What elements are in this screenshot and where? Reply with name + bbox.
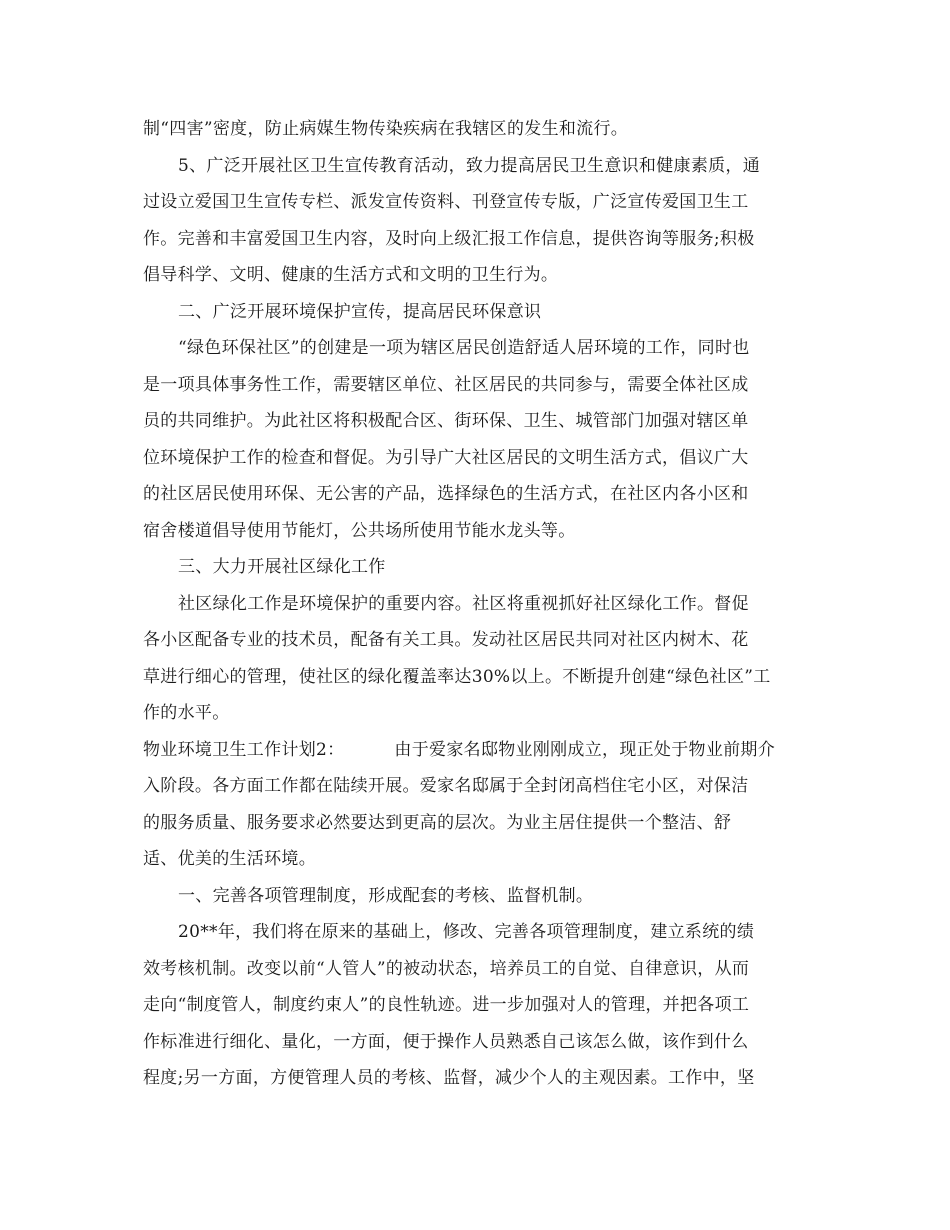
paragraph-line: 制“四害”密度，防止病媒生物传染疾病在我辖区的发生和流行。: [143, 119, 629, 139]
paragraph-line: 程度;另一方面，方便管理人员的考核、监督，减少个人的主观因素。工作中，坚: [143, 1068, 755, 1088]
section-heading: 一、完善各项管理制度，形成配套的考核、监督机制。: [178, 886, 594, 906]
paragraph-line: 各小区配备专业的技术员，配备有关工具。发动社区居民共同对社区内树木、花: [143, 630, 749, 650]
paragraph-line: 的社区居民使用环保、无公害的产品，选择绿色的生活方式，在社区内各小区和: [143, 484, 749, 504]
paragraph-line: 是一项具体事务性工作，需要辖区单位、社区居民的共同参与，需要全体社区成: [143, 375, 749, 395]
paragraph-line: 作标准进行细化、量化，一方面，便于操作人员熟悉自己该怎么做，该作到什么: [143, 1032, 749, 1052]
paragraph-line: 5、广泛开展社区卫生宣传教育活动，致力提高居民卫生意识和健康素质，通: [178, 156, 761, 176]
paragraph-text: 由于爱家名邸物业刚刚成立，现正处于物业前期介: [394, 740, 776, 760]
paragraph-line: 20**年，我们将在原来的基础上，修改、完善各项管理制度，建立系统的绩: [178, 922, 755, 942]
section-heading: 三、大力开展社区绿化工作: [178, 557, 386, 577]
paragraph-line: 适、优美的生活环境。: [143, 849, 316, 869]
paragraph-line: 社区绿化工作是环境保护的重要内容。社区将重视抓好社区绿化工作。督促: [178, 594, 749, 614]
paragraph-line: 草进行细心的管理，使社区的绿化覆盖率达30%以上。不断提升创建“绿色社区”工: [143, 667, 771, 687]
paragraph-line: 员的共同维护。为此社区将积极配合区、街环保、卫生、城管部门加强对辖区单: [143, 411, 749, 431]
paragraph-line: 作。完善和丰富爱国卫生内容，及时向上级汇报工作信息，提供咨询等服务;积极: [143, 229, 755, 249]
paragraph-line: 的服务质量、服务要求必然要达到更高的层次。为业主居住提供一个整洁、舒: [143, 813, 732, 833]
section-heading: 二、广泛开展环境保护宣传，提高居民环保意识: [178, 302, 542, 322]
paragraph-line: “绿色环保社区”的创建是一项为辖区居民创造舒适人居环境的工作，同时也: [178, 338, 750, 358]
paragraph-line: [143, 739, 775, 761]
paragraph-line: 宿舍楼道倡导使用节能灯，公共场所使用节能水龙头等。: [143, 521, 576, 541]
paragraph-line: 过设立爱国卫生宣传专栏、派发宣传资料、刊登宣传专版，广泛宣传爱国卫生工: [143, 192, 749, 212]
paragraph-line: 位环境保护工作的检查和督促。为引导广大社区居民的文明生活方式，倡议广大: [143, 448, 749, 468]
paragraph-line: 入阶段。各方面工作都在陆续开展。爱家名邸属于全封闭高档住宅小区，对保洁: [143, 776, 749, 796]
paragraph-line: 倡导科学、文明、健康的生活方式和文明的卫生行为。: [143, 265, 559, 285]
paragraph-line: 走向“制度管人，制度约束人”的良性轨迹。进一步加强对人的管理，并把各项工: [143, 995, 750, 1015]
plan-heading: 物业环境卫生工作计划2：: [143, 740, 345, 760]
paragraph-line: 效考核机制。改变以前“人管人”的被动状态，培养员工的自觉、自律意识，从而: [143, 959, 750, 979]
paragraph-line: 作的水平。: [143, 703, 230, 723]
